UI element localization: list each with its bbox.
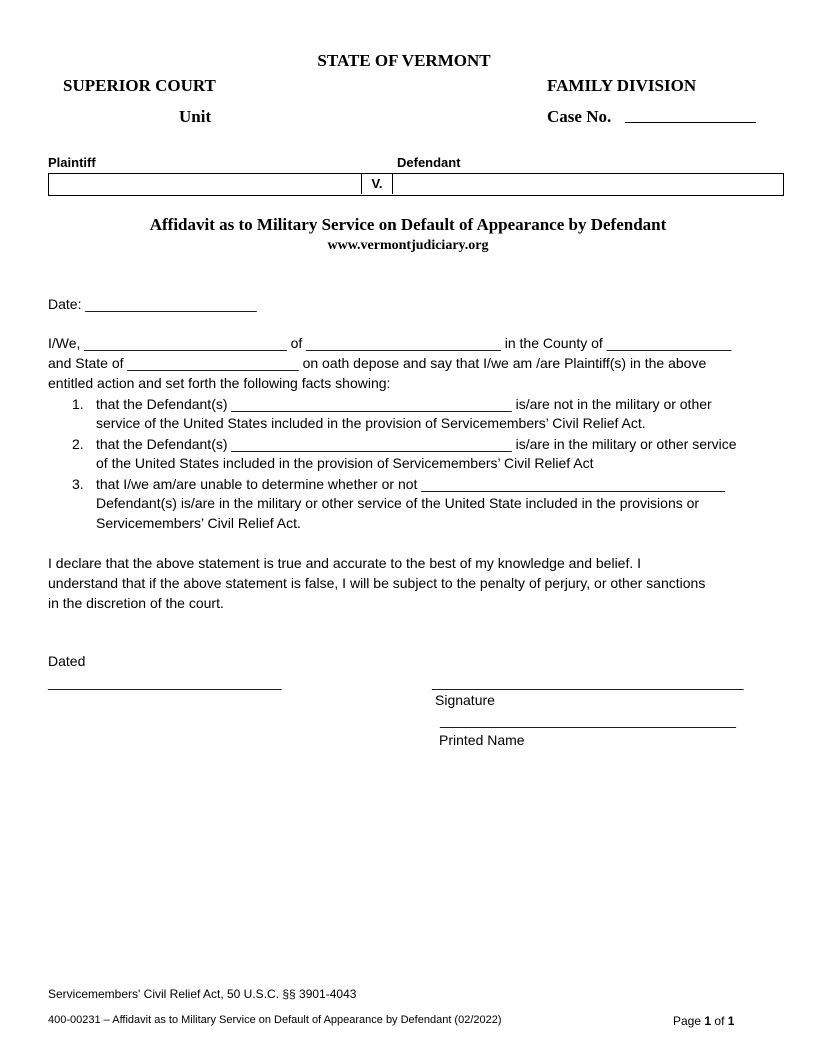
item-number: 1. <box>72 396 84 412</box>
date-line[interactable]: Date: ______________________ <box>48 296 257 312</box>
dated-label: Dated <box>48 653 86 669</box>
printed-name-field[interactable]: ______________________________________ <box>440 712 736 728</box>
fact-item-1[interactable]: that the Defendant(s) ____________________________________ is/are not in the military or other <box>96 396 712 412</box>
defendant-label: Defendant <box>397 155 461 170</box>
page-current: 1 <box>704 1014 712 1028</box>
page-number <box>673 1014 734 1028</box>
court-name: SUPERIOR COURT <box>63 76 216 95</box>
page-total: 1 <box>727 1014 735 1028</box>
fact-item-2[interactable]: that the Defendant(s) ____________________________________ is/are in the military or other service <box>96 436 737 452</box>
declaration-text: understand that if the above statement is false, I will be subject to the penalty of perjury, or other sanctions <box>48 575 706 591</box>
item-number: 2. <box>72 436 84 452</box>
form-title: Affidavit as to Military Service on Default of Appearance by Defendant <box>149 215 667 234</box>
plaintiff-field[interactable] <box>49 174 360 195</box>
declaration-text: in the discretion of the court. <box>48 595 224 611</box>
dated-field[interactable]: ______________________________ <box>48 674 282 690</box>
plaintiff-label: Plaintiff <box>48 155 96 170</box>
versus-cell: V. <box>361 173 393 194</box>
intro-line[interactable]: I/We, __________________________ of _________________________ in the County of ________________ <box>48 335 732 351</box>
printed-name-label: Printed Name <box>439 732 525 748</box>
page-word: Page <box>673 1014 702 1028</box>
page-of: of <box>714 1014 725 1028</box>
fact-item-3[interactable]: that I/we am/are unable to determine whether or not _______________________________________ <box>96 476 725 492</box>
signature-field[interactable]: ________________________________________ <box>432 674 744 690</box>
fact-item-3: Servicemembers’ Civil Relief Act. <box>96 515 301 531</box>
unit-label: Unit <box>179 107 212 126</box>
signature-label: Signature <box>435 692 495 708</box>
defendant-field[interactable] <box>393 174 782 195</box>
intro-line: entitled action and set forth the following facts showing: <box>48 375 391 391</box>
intro-line[interactable]: and State of ______________________ on oath depose and say that I/we am /are Plaintiff(s) in the above <box>48 355 707 371</box>
website-link[interactable]: www.vermontjudiciary.org <box>327 238 489 253</box>
item-number: 3. <box>72 476 84 492</box>
fact-item-3: Defendant(s) is/are in the military or other service of the United State included in the provisions or <box>96 495 700 511</box>
case-number-field[interactable] <box>625 122 756 123</box>
declaration-text: I declare that the above statement is true and accurate to the best of my knowledge and belief. I <box>48 555 642 571</box>
statute-citation: Servicemembers' Civil Relief Act, 50 U.S.C. §§ 3901-4043 <box>48 987 357 1001</box>
division-name: FAMILY DIVISION <box>547 76 697 95</box>
fact-item-1: service of the United States included in the provision of Servicemembers’ Civil Relief Act. <box>96 415 646 431</box>
form-identifier: 400-00231 – Affidavit as to Military Service on Default of Appearance by Defendant (02/2022) <box>48 1014 502 1026</box>
state-title: STATE OF VERMONT <box>317 51 491 70</box>
case-number-label: Case No. <box>547 107 612 126</box>
fact-item-2: of the United States included in the provision of Servicemembers’ Civil Relief Act <box>96 455 594 471</box>
